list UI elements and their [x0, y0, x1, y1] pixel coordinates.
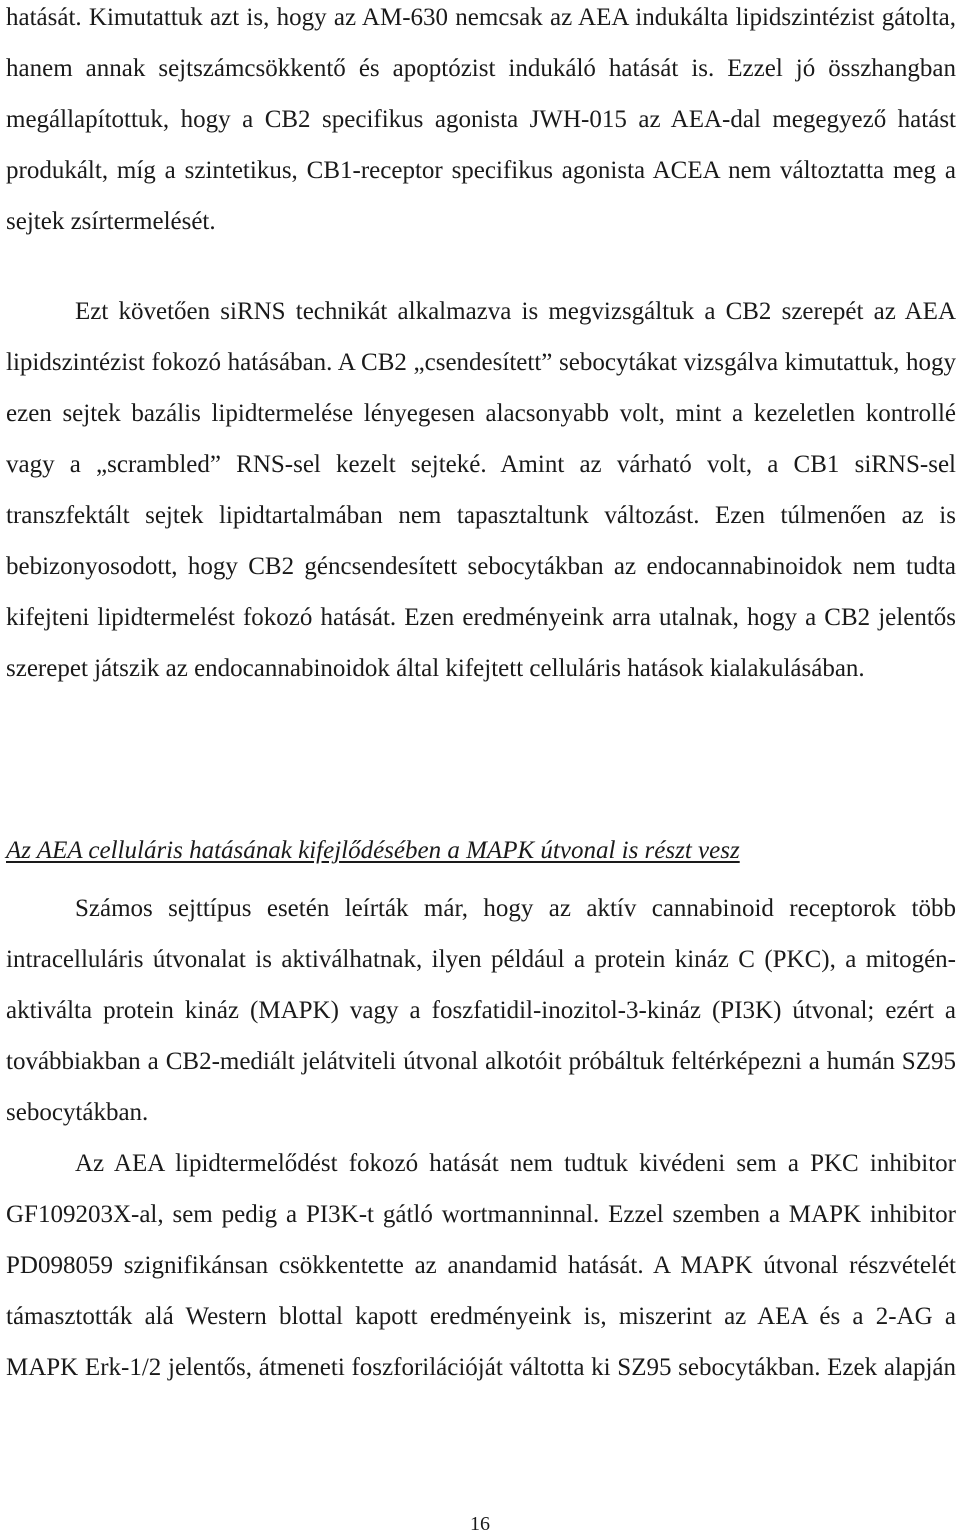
page-number: 16 [470, 1513, 490, 1535]
paragraph-mapk-inhibitor-results: Az AEA lipidtermelődést fokozó hatását nem tudtuk kivédeni sem a PKC inhibitor GF109203X-al, sem pedig a PI3K-t gátló wortmanninnal. Ezzel szemben a MAPK inhibitor PD098059 szignifikánsan csökkentette az anandamid hatását. A MAPK útvonal részvételét támasztották alá Western blottal kapott eredményeink is, miszerint az AEA és a 2-AG a MAPK Erk-1/2 jelentős, átmeneti foszforilációját váltotta ki SZ95 sebocytákban. Ezek alapján [6, 1150, 956, 1381]
paragraph-cb2-agonist-results: hatását. Kimutattuk azt is, hogy az AM-630 nemcsak az AEA indukálta lipidszintézist gátolta, hanem annak sejtszámcsökkentő és apoptózist indukáló hatását is. Ezzel jó összhangban megállapítottuk, hogy a CB2 specifikus agonista JWH-015 az AEA-dal megegyező hatást produkált, míg a szintetikus, CB1-receptor specifikus agonista ACEA nem változtatta meg a sejtek zsírtermelését. [6, 4, 956, 235]
paragraph-sirna-results: Ezt követően siRNS technikát alkalmazva is megvizsgáltuk a CB2 szerepét az AEA lipidszintézist fokozó hatásában. A CB2 „csendesített” sebocytákat vizsgálva kimutattuk, hogy ezen sejtek bazális lipidtermelése lényegesen alacsonyabb volt, mint a kezeletlen kontrollé vagy a „scrambled” RNS-sel kezelt sejteké. Amint az várható volt, a CB1 siRNS-sel transzfektált sejtek lipidtartalmában nem tapasztaltunk változást. Ezen túlmenően az is bebizonyosodott, hogy CB2 géncsendesített sebocytákban az endocannabinoidok nem tudta kifejteni lipidtermelést fokozó hatását. Ezen eredményeink arra utalnak, hogy a CB2 jelentős szerepet játszik az endocannabinoidok által kifejtett celluláris hatások kialakulásában. [6, 298, 956, 682]
section-heading: Az AEA celluláris hatásának kifejlődésében a MAPK útvonal is részt vesz [6, 837, 740, 864]
paragraph-signaling-pathways: Számos sejttípus esetén leírták már, hogy az aktív cannabinoid receptorok több intracelluláris útvonalat is aktiválhatnak, ilyen például a protein kináz C (PKC), a mitogén-aktiválta protein kináz (MAPK) vagy a foszfatidil-inozitol-3-kináz (PI3K) útvonal; ezért a továbbiakban a CB2-mediált jelátviteli útvonal alkotóit próbáltuk feltérképezni a humán SZ95 sebocytákban. [6, 895, 956, 1126]
